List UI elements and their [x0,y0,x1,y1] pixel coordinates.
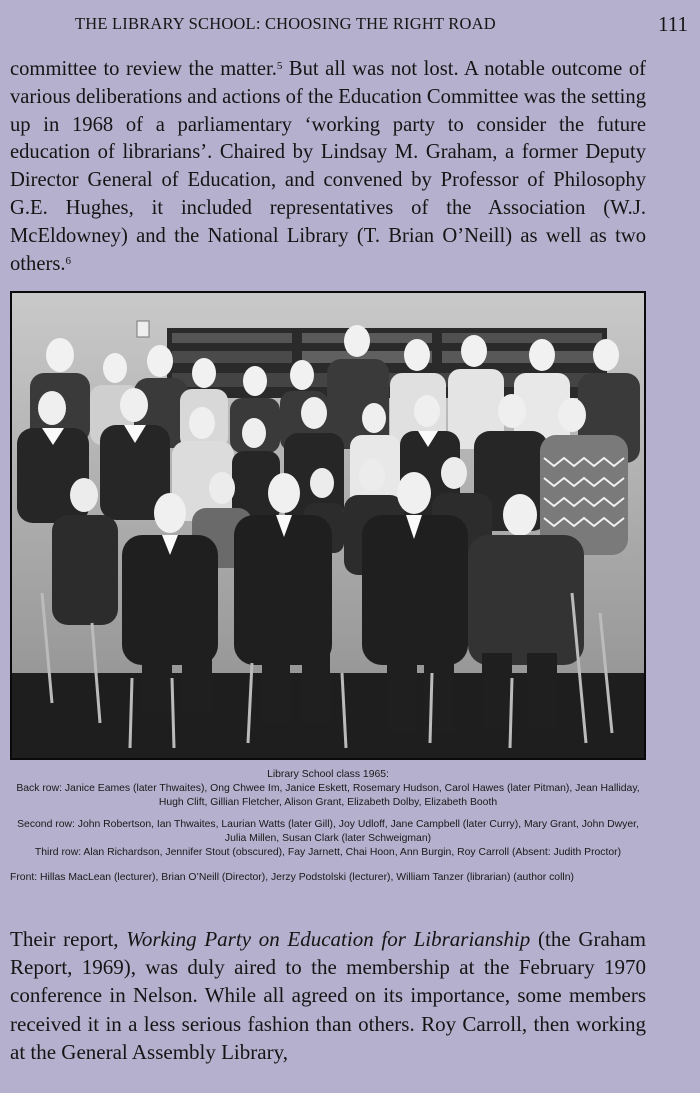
footnote-ref-5[interactable]: 5 [276,60,283,72]
para2-text-b: (the Graham Report, 1969), was duly aired to the membership at the February 1970 conference in Nelson. While all agreed on its importance, some members received it in a less serious fashion than others. Roy Carroll, then working at the General Assembly Library, [10,927,646,1064]
page-header [0,14,700,42]
caption-back-row: Back row: Janice Eames (later Thwaites), Ong Chwee Im, Janice Eskett, Rosemary Hudson, Carol Hawes (later Pitman), Jean Halliday, Hugh Clift, Gillian Fletcher, Alison Grant, Elizabeth Dolby, Elizabeth Booth [16,782,640,808]
para1-text-b: But all was not lost. A notable outcome of various deliberations and actions of the Education Committee was the setting up in 1968 of a parliamentary ‘working party to consider the future education of librarians’. Chaired by Lindsay M. Graham, a former Deputy Director General of Education, and convened by Professor of Philosophy G.E. Hughes, it included representatives of the Association (W.J. McEldowney) and the National Library (T. Brian O’Neill) as well as two others. [10,58,646,275]
photo-caption [10,768,646,885]
para1-text-a: committee to review the matter. [10,58,277,80]
para2-text-a: Their report, [10,927,127,951]
footnote-ref-6[interactable]: 6 [65,254,71,267]
running-head: THE LIBRARY SCHOOL: CHOOSING THE RIGHT ROAD [75,14,496,33]
caption-third-row: Third row: Alan Richardson, Jennifer Stout (obscured), Fay Jarnett, Chai Hoon, Ann Burgin, Roy Carroll (Absent: Judith Proctor) [34,846,622,858]
caption-title: Library School class 1965: [267,769,389,780]
caption-second-row: Second row: John Robertson, Ian Thwaites, Laurian Watts (later Gill), Joy Udloff, Jane Campbell (later Curry), Mary Grant, John Dwyer, Julia Millen, Susan Clark (later Schweigman) [17,819,639,845]
body-paragraph-1 [10,56,646,278]
report-title: Working Party on Education for Librarianship [126,927,531,951]
caption-front-row: Front: Hillas MacLean (lecturer), Brian O’Neill (Director), Jerzy Podstolski (lecturer), William Tanzer (librarian) (author colln) [10,871,574,883]
body-paragraph-2 [10,925,646,1066]
class-photograph [10,291,646,760]
photo-illustration [12,293,644,758]
page-number: 111 [658,12,688,36]
